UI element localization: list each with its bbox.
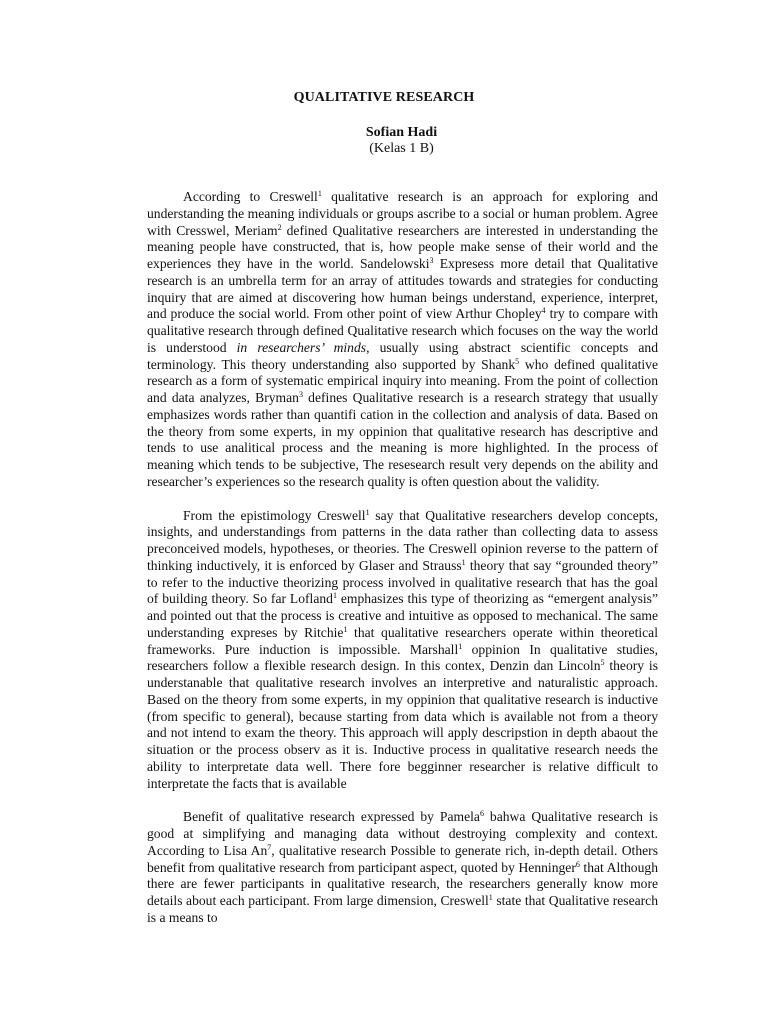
citation-marker: 4 (541, 306, 546, 316)
text-run: try to compare with qualitative research through defined Qualitative research which focuses on the way the world is understood (147, 306, 658, 355)
citation-marker: 3 (298, 390, 303, 399)
citation-marker: 6 (479, 809, 484, 819)
citation-marker: 5 (600, 658, 605, 668)
citation-marker: 1 (461, 557, 466, 567)
author-class: (Kelas 1 B) (369, 141, 434, 156)
text-run: defines Qualitative research is a research strategy that usually emphasizes words rather than quantifi cation in the collection and analysis of data. Based on the theory from some experts, in my oppinion that qualitative research has descriptive and tends to use analitical process and the meaning is more highlighted. In the process of meaning which tends to be subjective, The resesearch result very depends on the ability and researcher’s experiences so the research quality is often question about the validity. (147, 390, 658, 489)
paragraph (147, 189, 658, 491)
paragraph (147, 508, 658, 793)
text-run: Expresess more detail that Qualitative research is an umbrella term for an array of attitudes towards and strategies for conducting inquiry that are aimed at discovering how human beings understand, experience, interpret, and produce the social world. From other point of view Arthur Chopley (147, 256, 658, 322)
text-run: According to Creswell (183, 189, 318, 204)
author-name: Sofian Hadi (365, 125, 438, 140)
citation-marker: 5 (515, 356, 520, 366)
text-run: bahwa Qualitative research is good at simplifying and managing data without destroying complexity and context. According to Lisa An (147, 809, 658, 858)
text-run: , usually using abstract scientific concepts and terminology. This theory understanding also supported by Shank (147, 339, 658, 372)
emphasis-text: in researchers’ minds (236, 339, 367, 355)
text-run: say that Qualitative researchers develop concepts, insights, and understandings from patterns in the data rather than collecting data to assess preconceived models, hypotheses, or theories. The Creswell opinion reverse to the pattern of thinking inductively, it is enforced by Glaser and Strauss (147, 507, 658, 573)
text-run: oppinion In qualitative studies, researchers follow a flexible research design. In this contex, Denzin dan Lincoln (147, 641, 658, 674)
citation-marker: 1 (488, 893, 493, 902)
document-title: QUALITATIVE RESEARCH (293, 90, 475, 105)
citation-marker: 6 (575, 859, 580, 869)
text-run: who defined qualitative research as a form of systematic empirical inquiry into meaning. From the point of collection and data analyzes, Bryman (147, 356, 658, 405)
body-text (147, 189, 658, 927)
text-run: theory is understanable that qualitative research involves an interpretive and naturalistic approach. Based on the theory from some experts, in my oppinion that qualitative research is inductive (from specific to general), because starting from data which is available not from a theory and not intend to exam the theory. This approach will apply descripstion in depth abaout the situation or the process observ as it is. Inductive process in qualitative research needs the ability to interpretate data well. There fore begginner researcher is relative difficult to interpretate the facts that is available (147, 658, 659, 791)
citation-marker: 7 (267, 842, 272, 852)
citation-marker: 1 (317, 189, 322, 198)
citation-marker: 1 (458, 641, 463, 651)
citation-marker: 1 (332, 591, 337, 601)
text-run: emphasizes this type of theorizing as “emergent analysis” and pointed out that the process is creative and intuitive as opposed to mechanical. The same understanding expreses by Ritchie (147, 591, 658, 640)
text-run: From the epistimology Creswell (183, 507, 366, 523)
text-run: that qualitative researchers operate within theoretical frameworks. Pure induction is impossible. Marshall (147, 624, 658, 657)
text-run: Benefit of qualitative research expressed by Pamela (183, 809, 480, 825)
paragraph (147, 809, 658, 926)
citation-marker: 2 (277, 222, 282, 232)
text-run: , qualitative research Possible to generate rich, in-depth detail. Others benefit from qualitative research from participant aspect, quoted by Henninger (147, 842, 658, 875)
text-run: theory that say “grounded theory” to refer to the inductive theorizing process involved in qualitative research that has the goal of building theory. So far Lofland (147, 557, 658, 607)
text-run: defined Qualitative researchers are interested in understanding the meaning people have constructed, that is, how people make sense of their world and the experiences they have in the world. Sandelowski (147, 222, 658, 271)
citation-marker: 1 (343, 624, 348, 634)
citation-marker: 3 (429, 256, 434, 265)
citation-marker: 1 (365, 507, 370, 517)
text-run: that Although there are fewer participants in qualitative research, the researchers generally know more details about each participant. From large dimension, Creswell (147, 859, 658, 908)
text-run: qualitative research is an approach for exploring and understanding the meaning individuals or groups ascribe to a social or human problem. Agree with Cresswel, Meriam (147, 189, 658, 238)
text-run: state that Qualitative research is a means to (147, 893, 658, 925)
